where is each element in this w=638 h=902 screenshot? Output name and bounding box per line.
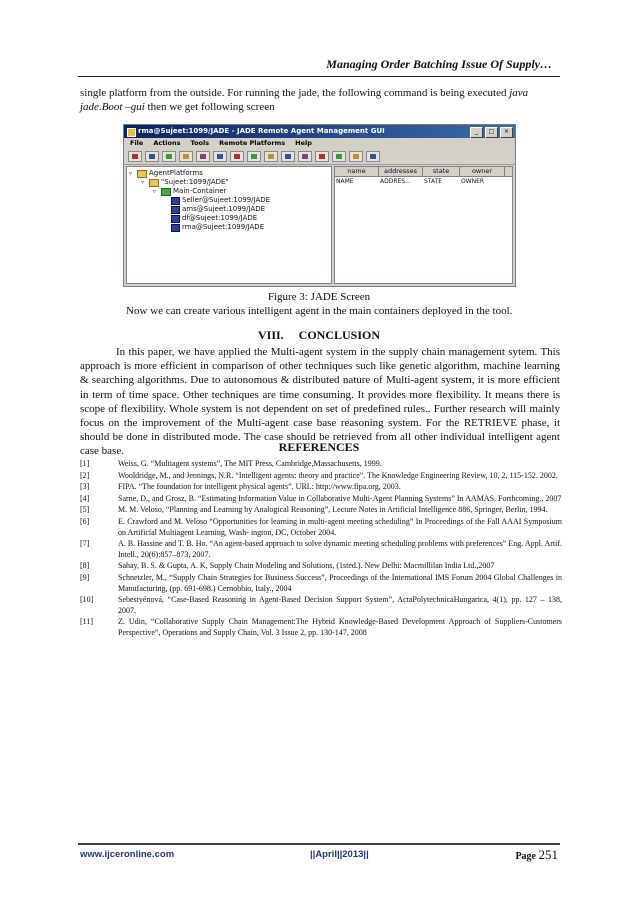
tree-container-label: Main-Container (173, 187, 227, 195)
app-icon (127, 128, 136, 137)
tree-agent-label: ams@Sujeet:1099/JADE (182, 205, 266, 213)
reference-text: E. Crawford and M. Veloso “Opportunities for learning in multi-agent meeting scheduling” In Proceedings of the Fall AAAI Symposium on Artificial Multiagent Learning, Wash- ington, DC, October 2004. (118, 516, 562, 537)
table-header (335, 167, 512, 177)
menu-tools: Tools (190, 139, 210, 147)
running-header: Managing Order Batching Issue Of Supply… (326, 57, 552, 71)
toolbar-icon (196, 151, 210, 162)
conclusion-heading: VIII. CONCLUSION (257, 328, 381, 342)
table-cell: ADDRES... (380, 178, 411, 185)
page-number-value: 251 (538, 847, 558, 862)
reference-item (80, 573, 562, 594)
reference-item (80, 595, 562, 616)
page-label: Page (515, 851, 536, 862)
header-rule (78, 76, 560, 77)
toolbar-icon (213, 151, 227, 162)
reference-number: [2] (80, 470, 90, 480)
figure-note: Now we can create various intelligent agent in the main containers deployed in the tool. (126, 305, 513, 317)
intro-text: single platform from the outside. For running the jade, the following command is being executed (80, 87, 510, 99)
column-header: owner (460, 167, 505, 176)
window-titlebar (124, 125, 515, 138)
toolbar-icon (315, 151, 329, 162)
reference-item (80, 459, 562, 470)
tree-root-label: AgentPlatforms (149, 169, 203, 177)
reference-number: [3] (80, 482, 90, 492)
toolbar (124, 149, 515, 165)
toolbar-icon (230, 151, 244, 162)
menu-help: Help (295, 139, 312, 147)
toolbar-icon (247, 151, 261, 162)
toolbar-icon (281, 151, 295, 162)
maximize-icon: □ (485, 127, 498, 138)
tree-agent (171, 196, 270, 205)
agent-tree (126, 166, 332, 284)
table-cell: STATE (424, 178, 443, 185)
reference-item (80, 561, 562, 572)
menubar (124, 138, 515, 149)
reference-text: Z. Udin, “Collaborative Supply Chain Management:The Hybrid Knowledge-Based Development Approach of Suppliers-Customers Perspective”, Operations and Supply Chain, Vol. 3 Issue 2, pp. 130-147, 2008 (118, 617, 562, 637)
reference-text: Schnetzler, M., “Supply Chain Strategies for Business Success”, Proceedings of the International IMS Forum 2004 Global Challenges in Manufacturing, (pp. 691-698.) Cernobbio, Italy., 2004 (118, 572, 562, 593)
reference-number: [5] (80, 505, 90, 515)
tree-agent-label: df@Sujeet:1099/JADE (182, 214, 258, 222)
column-header: addresses (379, 167, 423, 176)
toolbar-icon (128, 151, 142, 162)
tree-container (153, 187, 226, 196)
menu-file: File (130, 139, 144, 147)
tree-agent (171, 214, 257, 223)
reference-number: [9] (80, 572, 90, 582)
reference-number: [10] (80, 595, 94, 605)
intro-paragraph (80, 86, 560, 114)
intro-command: java jade.Boot –gui (80, 87, 529, 113)
tree-platform (141, 178, 229, 187)
jade-screenshot-window (123, 124, 516, 287)
table-cell: NAME (336, 178, 354, 185)
column-header: state (423, 167, 460, 176)
reference-item (80, 517, 562, 538)
tree-agent-label: Seller@Sujeet:1099/JADE (182, 196, 271, 204)
footer-site: www.ijceronline.com (80, 849, 175, 860)
references-heading: REFERENCES (278, 440, 360, 454)
tree-root (129, 169, 203, 178)
menu-actions: Actions (153, 139, 181, 147)
reference-item (80, 617, 562, 638)
reference-text: M. M. Veloso, “Planning and Learning by Analogical Reasoning”, Lecture Notes in Artificial Intelligence 886, Springer, Berlin, 1994. (118, 505, 548, 515)
page-number (515, 847, 558, 863)
toolbar-icon (332, 151, 346, 162)
tree-agent (171, 223, 264, 232)
folder-icon (137, 170, 147, 178)
reference-text: Wooldridge, M., and Jennings, N.R. “Intelligent agents: theory and practice”. The Knowledge Engineering Review, 10, 2, 115-152. 2002. (118, 470, 558, 480)
reference-text: A. B. Hassine and T. B. Ho. “An agent-based approach to solve dynamic meeting scheduling problems with preferences” Eng. Appl. Artif. Intell., 20(6):857–873, 2007. (118, 539, 562, 559)
toolbar-icon (349, 151, 363, 162)
close-icon: × (500, 127, 513, 138)
toolbar-icon (145, 151, 159, 162)
folder-icon (149, 179, 159, 187)
tree-platform-label: "Sujeet:1099/JADE" (161, 178, 229, 186)
minimize-icon: _ (470, 127, 483, 138)
window-title: rma@Sujeet:1099/JADE - JADE Remote Agent Management GUI (138, 127, 385, 135)
reference-number: [7] (80, 539, 90, 549)
reference-item (80, 505, 562, 516)
reference-item (80, 539, 562, 560)
table-row (335, 177, 512, 186)
reference-number: [6] (80, 516, 90, 526)
agent-icon (171, 215, 180, 223)
reference-text: Sahay, B. S. & Gupta, A. K, Supply Chain Modeling and Solutions, (1sted.). New Delhi: Macmillilan India Ltd.,2007 (118, 561, 495, 571)
reference-number: [1] (80, 459, 90, 468)
references-list (80, 459, 562, 640)
conclusion-body: In this paper, we have applied the Multi-agent system in the supply chain management sytem. This approach is more efficient in comparison of other techniques such like genetic algorithm, machine learning & searching algorithms. Due to autonomous & distributed nature of Multi-agent system, it is more efficient in term of time space. Other techniques are time consuming. It provides more flexibility. It means there is scope of flexibility. Whole system is not dependent on set of predefined rules.. Further research will mainly focus on the improvement of the Multi-agent case base reasoning system. For the RETRIEVE phase, it should be done in distributed mode. The case should be retrieved from all other individual intelligent agent case base. (80, 346, 560, 458)
container-folder-icon (161, 188, 171, 196)
figure-caption: Figure 3: JADE Screen (267, 291, 371, 303)
reference-text: FIPA. “The foundation for intelligent physical agents”. URL: http://www.fipa.org, 2003. (118, 482, 401, 492)
table-cell: OWNER (461, 178, 485, 185)
reference-number: [11] (80, 617, 94, 627)
reference-number: [8] (80, 561, 90, 571)
footer-issue: ||April||2013|| (310, 849, 369, 860)
footer-rule (78, 843, 560, 845)
menu-remote-platforms: Remote Platforms (219, 139, 286, 147)
toolbar-icon (162, 151, 176, 162)
expand-toggle-icon: ▿ (153, 188, 157, 195)
reference-text: Sebestyénová, “Case-Based Reasoning in Agent-Based Decision Support System”, ActaPolytechnicaHungarica, 4(1), pp. 127 – 138, 2007. (118, 595, 562, 615)
reference-item (80, 471, 562, 482)
reference-item (80, 482, 562, 493)
toolbar-icon (264, 151, 278, 162)
toolbar-icon (366, 151, 380, 162)
reference-text: Sarne, D., and Grosz, B. “Estimating Information Value in Collaborative Multi-Agent Planning Systems” In AAMAS. Forthcoming., 2007 (118, 493, 562, 503)
agent-icon (171, 224, 180, 232)
toolbar-icon (179, 151, 193, 162)
agent-icon (171, 197, 180, 205)
expand-toggle-icon: ▿ (129, 170, 133, 177)
agent-icon (171, 206, 180, 214)
reference-item (80, 494, 562, 505)
tree-agent (171, 205, 265, 214)
tree-agent-label: rma@Sujeet:1099/JADE (182, 223, 265, 231)
toolbar-icon (298, 151, 312, 162)
reference-number: [4] (80, 493, 90, 503)
reference-text: Weiss, G. “Multiagent systems”, The MIT Press, Cambridge,Massachusetts, 1999. (118, 459, 382, 468)
agent-table (334, 166, 513, 284)
expand-toggle-icon: ▿ (141, 179, 145, 186)
intro-tail: then we get following screen (144, 101, 275, 113)
column-header: name (335, 167, 379, 176)
